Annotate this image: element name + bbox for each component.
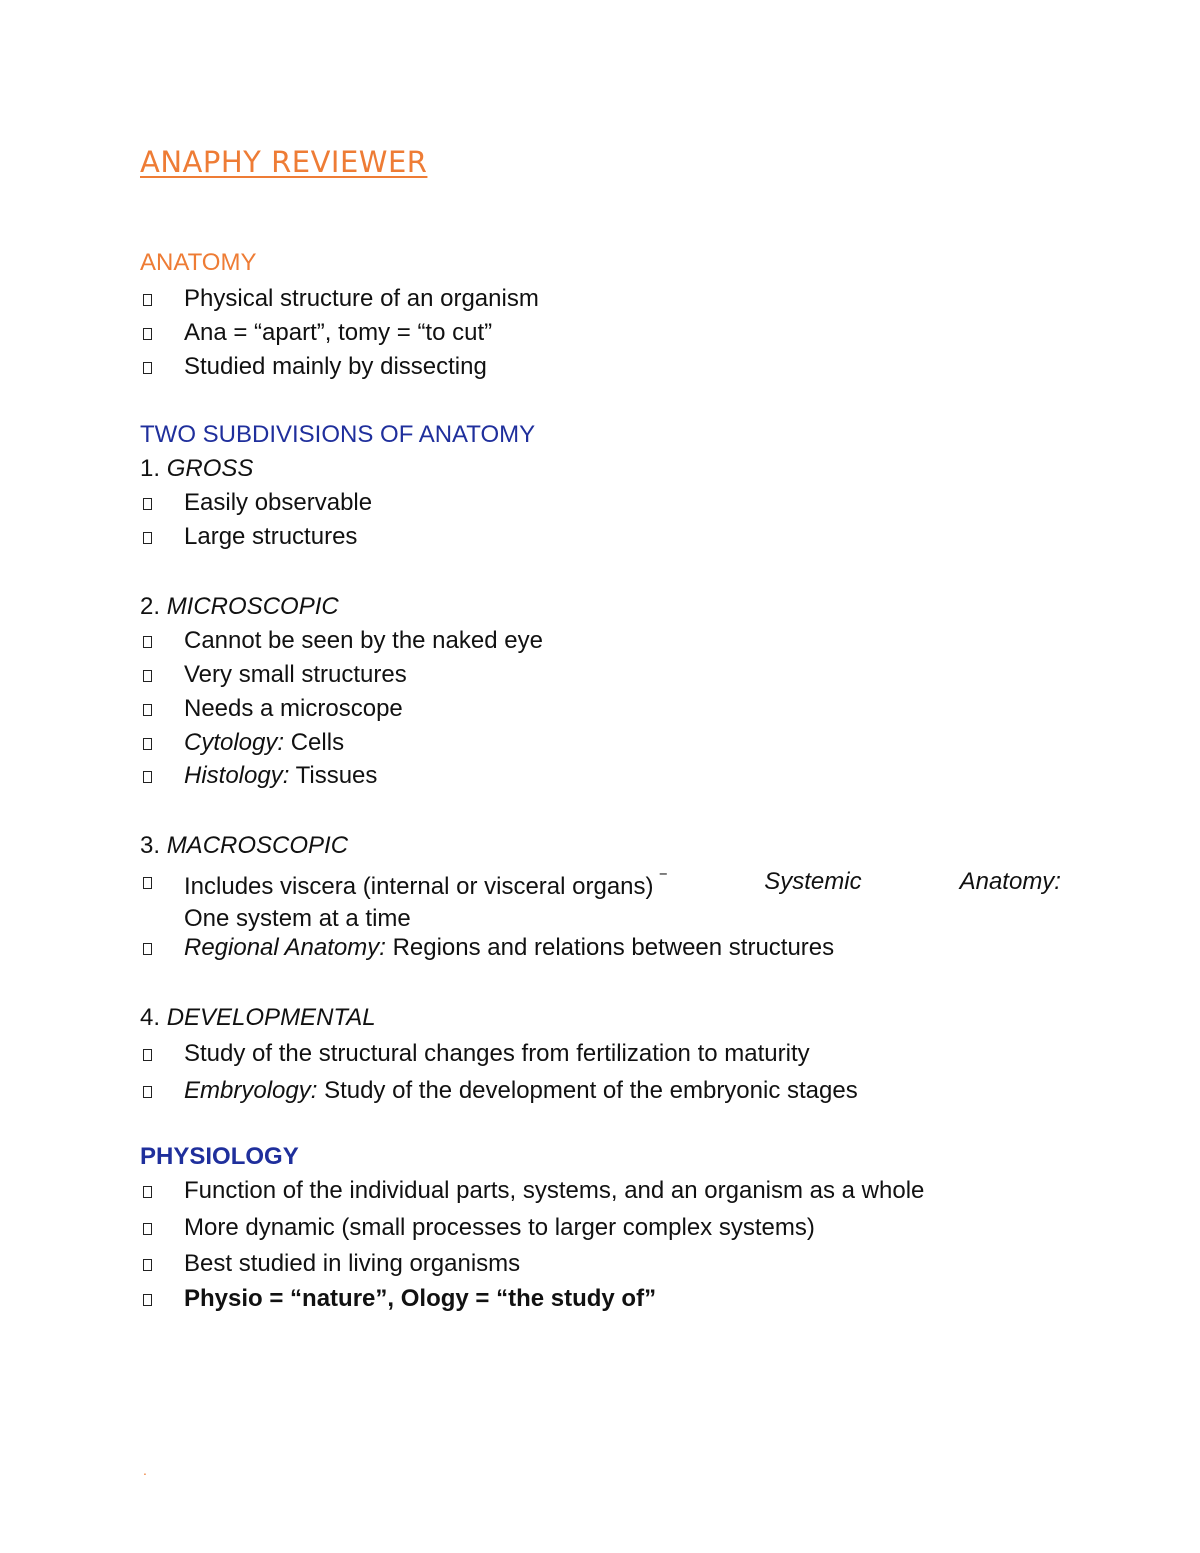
- regional-term: Regional Anatomy:: [184, 934, 386, 961]
- bullet-box-icon: [143, 1049, 152, 1061]
- footer-mark: .: [143, 1462, 147, 1478]
- bullet-box-icon: [143, 670, 152, 682]
- developmental-heading: 4. DEVELOPMENTAL: [140, 1004, 376, 1031]
- bullet-box-icon: [143, 1259, 152, 1271]
- document-page: ANAPHY REVIEWER ANATOMY Physical structure of an organism Ana = “apart”, tomy = “to cut” Studied mainly by dissecting TWO SUBDIVISIONS OF ANATOMY 1. GROSS Easily observable Large structures 2. MICROSCOPIC Cannot be seen by the naked eye Very small structures Needs a microscope Cytology: Cells Histology: Tissues 3. MACROSCOPIC Includes viscera (internal or visceral organs) ‾ Systemic Anatomy: One system at a time Regional Anatomy: Regions and relations between structures 4. DEVELOPMENTAL Study of the structural changes from fertilization to maturity Embryology: Study of the development of the embryonic stages PHYSIOLOGY Function of the individual parts, systems, and an organism as a whole More dynamic (small processes to larger complex systems) Best studied in living organisms Physio = “nature”, Ology = “the study of” .: [140, 145, 1061, 1478]
- bullet-box-icon: [143, 1086, 152, 1098]
- anatomy-term: Anatomy:: [959, 868, 1061, 895]
- bullet-box-icon: [143, 877, 152, 889]
- bullet-box-icon: [143, 1294, 152, 1306]
- document-title: ANAPHY REVIEWER: [140, 145, 428, 179]
- bullet-box-icon: [143, 704, 152, 716]
- microscopic-heading: 2. MICROSCOPIC: [140, 593, 339, 620]
- bullet-box-icon: [143, 1223, 152, 1235]
- systemic-term: Systemic: [764, 868, 862, 895]
- bullet-box-icon: [143, 328, 152, 340]
- bullet-box-icon: [143, 1186, 152, 1198]
- bullet-box-icon: [143, 636, 152, 648]
- bullet-box-icon: [143, 943, 152, 955]
- histology-term: Histology:: [184, 762, 290, 789]
- cytology-term: Cytology:: [184, 729, 285, 756]
- bullet-box-icon: [143, 532, 152, 544]
- bullet-box-icon: [143, 771, 152, 783]
- anatomy-heading: ANATOMY: [140, 249, 257, 276]
- bullet-box-icon: [143, 498, 152, 510]
- bullet-box-icon: [143, 294, 152, 306]
- embryology-term: Embryology:: [184, 1077, 318, 1104]
- physiology-heading: PHYSIOLOGY: [140, 1143, 299, 1170]
- subdivisions-heading: TWO SUBDIVISIONS OF ANATOMY: [140, 421, 536, 448]
- macroscopic-heading: 3. MACROSCOPIC: [140, 832, 349, 859]
- bullet-box-icon: [143, 362, 152, 374]
- bullet-box-icon: [143, 738, 152, 750]
- gross-heading: 1. GROSS: [140, 455, 254, 482]
